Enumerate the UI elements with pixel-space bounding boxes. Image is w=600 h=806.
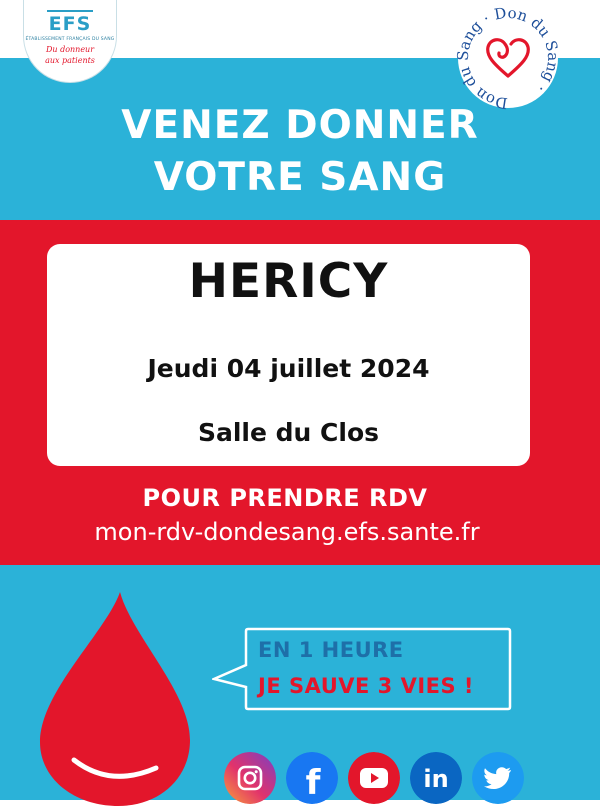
- blood-drop-icon: [28, 592, 198, 806]
- event-city: HERICY: [188, 254, 389, 309]
- instagram-button[interactable]: [224, 752, 276, 804]
- efs-logo-letters: EFS: [47, 10, 93, 34]
- youtube-icon: [348, 752, 400, 804]
- instagram-icon: [224, 752, 276, 804]
- headline-line-1: VENEZ DONNER: [121, 103, 479, 148]
- rdv-label: POUR PRENDRE RDV: [142, 484, 428, 512]
- efs-logo-tagline-1: Du donneur: [45, 45, 95, 54]
- youtube-button[interactable]: [348, 752, 400, 804]
- efs-logo-subtitle: ÉTABLISSEMENT FRANÇAIS DU SANG: [25, 37, 115, 42]
- bubble-line-1: EN 1 HEURE: [258, 638, 404, 662]
- headline-line-2: VOTRE SANG: [153, 155, 447, 200]
- twitter-icon: [472, 752, 524, 804]
- event-date: Jeudi 04 juillet 2024: [147, 354, 430, 383]
- linkedin-button[interactable]: [410, 752, 462, 804]
- linkedin-icon: [410, 752, 462, 804]
- facebook-icon: [286, 752, 338, 804]
- twitter-button[interactable]: [472, 752, 524, 804]
- bubble-line-2: JE SAUVE 3 VIES !: [258, 674, 475, 698]
- rdv-url-link[interactable]: mon-rdv-dondesang.efs.sante.fr: [94, 518, 480, 546]
- don-logo-ring-path: Don du Sang · Don du Sang ·: [453, 3, 563, 113]
- linkedin-glyph: in: [423, 765, 449, 793]
- facebook-glyph: f: [305, 763, 321, 803]
- facebook-button[interactable]: [286, 752, 338, 804]
- event-venue: Salle du Clos: [197, 418, 380, 447]
- don-du-sang-logo: [450, 2, 566, 114]
- efs-logo-tagline-2: aux patients: [45, 56, 95, 65]
